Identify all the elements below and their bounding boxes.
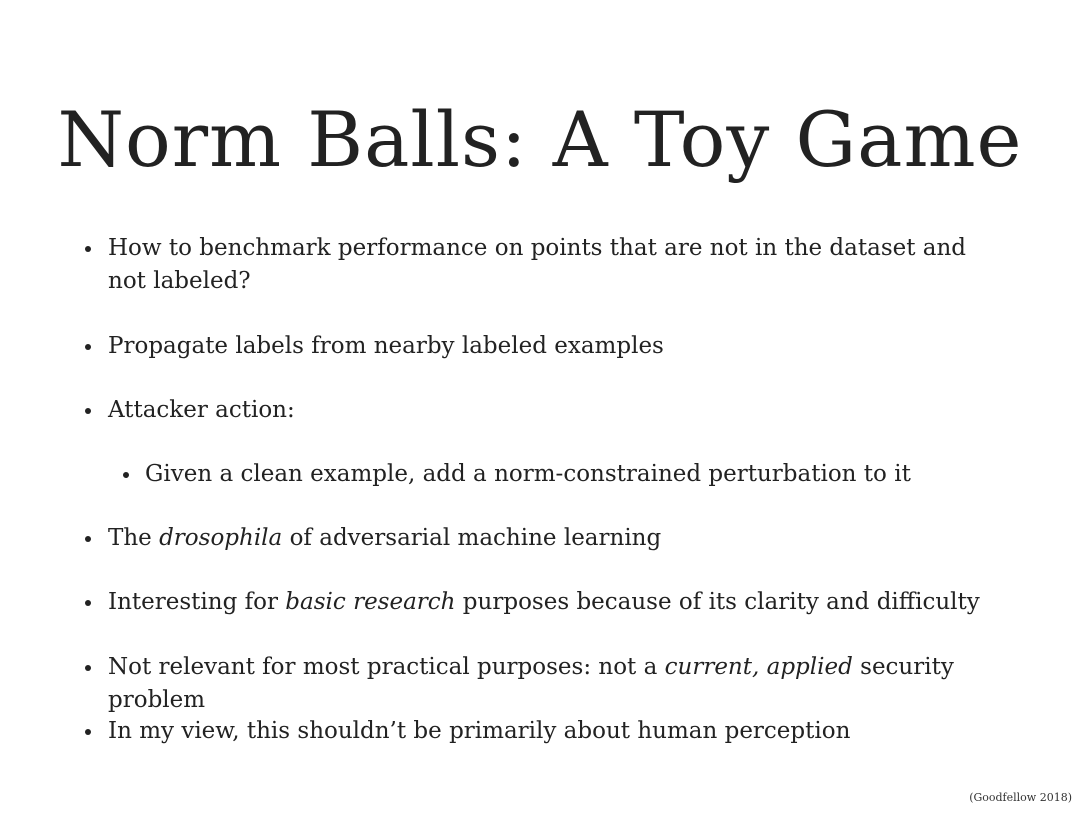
bullet-item bbox=[108, 651, 1008, 717]
bullet-dot-icon bbox=[85, 246, 91, 252]
bullet-text: Given a clean example, add a norm-constrained perturbation to it bbox=[145, 461, 911, 487]
bullet-text-prefix: Interesting for bbox=[108, 589, 286, 615]
bullet-emphasis: basic research bbox=[285, 589, 456, 615]
bullet-item bbox=[108, 394, 1008, 427]
bullet-item bbox=[108, 330, 1008, 363]
bullet-dot-icon bbox=[85, 600, 91, 606]
bullet-item bbox=[108, 586, 1008, 619]
bullet-emphasis: drosophila bbox=[159, 525, 283, 551]
citation: (Goodfellow 2018) bbox=[969, 791, 1072, 804]
bullet-dot-icon bbox=[85, 729, 91, 735]
sub-bullet-item bbox=[145, 458, 1005, 491]
bullet-text-suffix: of adversarial machine learning bbox=[282, 525, 662, 551]
bullet-dot-icon bbox=[123, 472, 129, 478]
bullet-item bbox=[108, 522, 1008, 555]
bullet-text: Attacker action: bbox=[108, 397, 295, 423]
bullet-item bbox=[108, 232, 1008, 298]
bullet-text-suffix: purposes because of its clarity and difficulty bbox=[455, 589, 980, 615]
bullet-emphasis: current, applied bbox=[664, 654, 853, 680]
bullet-text-suffix: security problem bbox=[108, 654, 954, 713]
bullet-dot-icon bbox=[85, 665, 91, 671]
bullet-text: Propagate labels from nearby labeled examples bbox=[108, 333, 664, 359]
bullet-text-prefix: The bbox=[108, 525, 160, 551]
bullet-dot-icon bbox=[85, 536, 91, 542]
bullet-text: How to benchmark performance on points that are not in the dataset and not labeled? bbox=[108, 235, 967, 294]
slide-title: Norm Balls: A Toy Game bbox=[57, 95, 1023, 184]
bullet-dot-icon bbox=[85, 408, 91, 414]
bullet-text-prefix: Not relevant for most practical purposes: not a bbox=[108, 654, 665, 680]
bullet-dot-icon bbox=[85, 344, 91, 350]
bullet-item bbox=[108, 715, 1008, 748]
bullet-text: In my view, this shouldn’t be primarily about human perception bbox=[108, 718, 851, 744]
